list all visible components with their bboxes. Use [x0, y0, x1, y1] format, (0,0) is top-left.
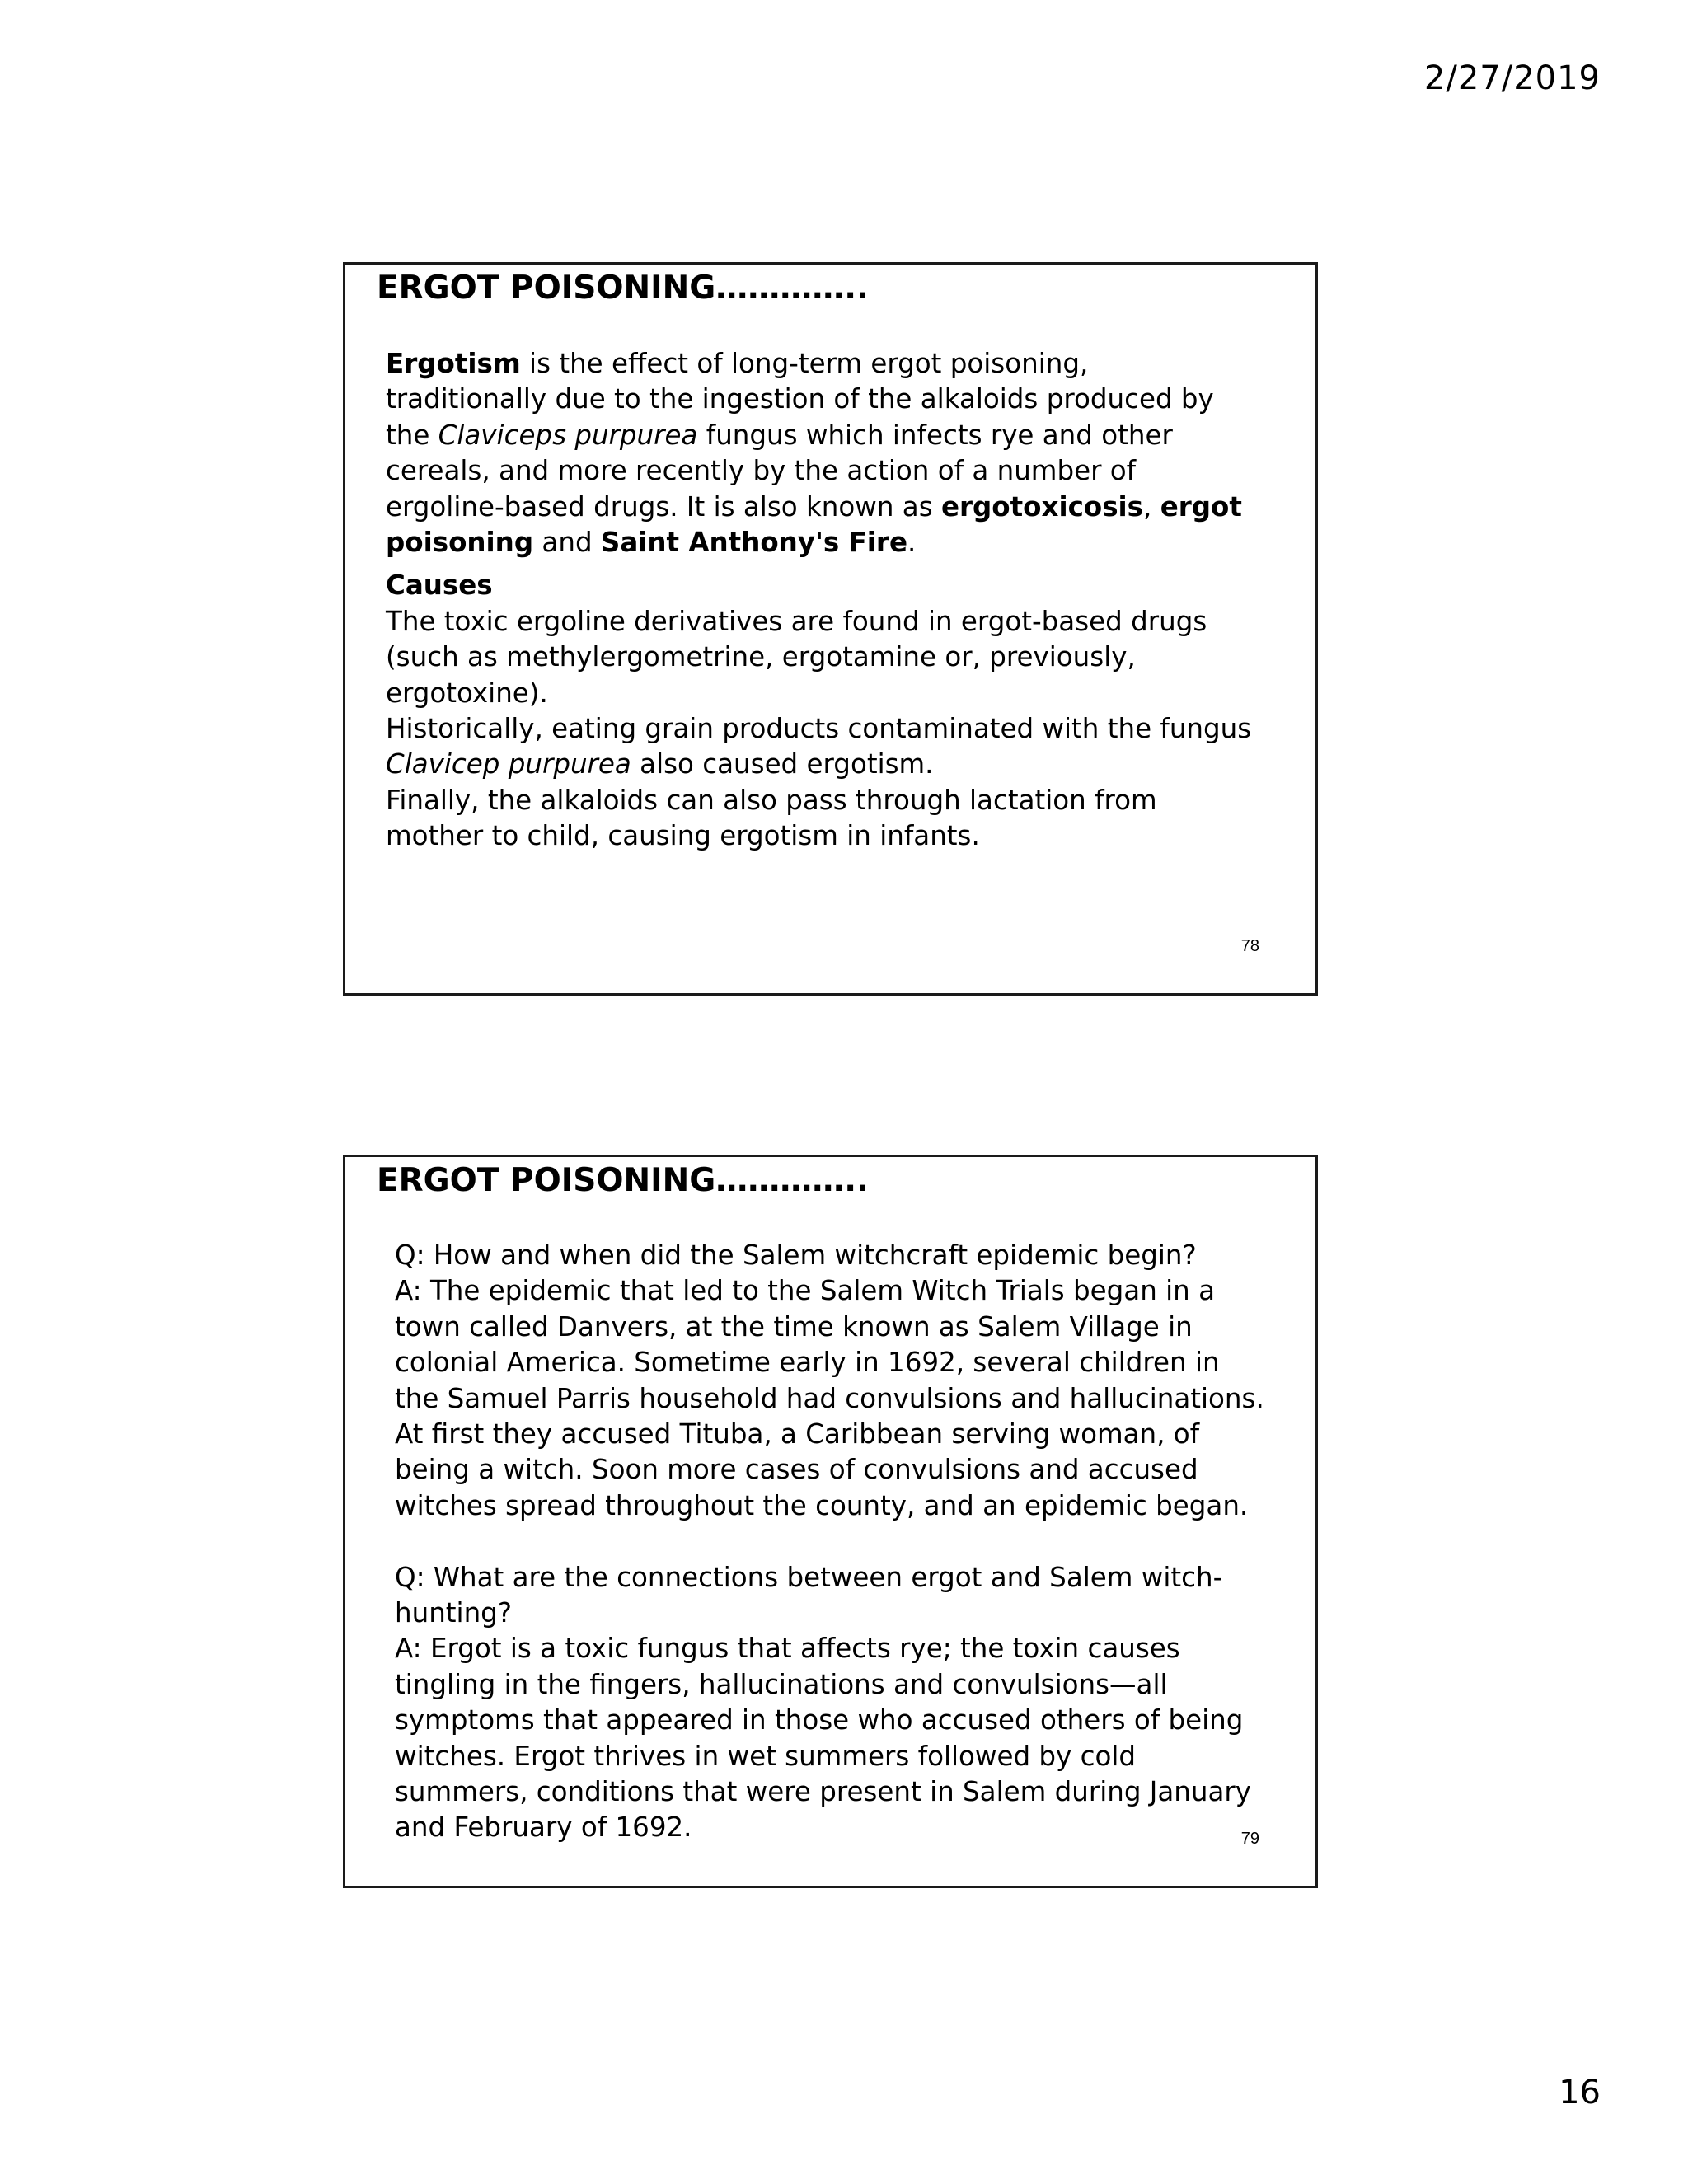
slide-79 [343, 1155, 1318, 1888]
body-line: A: Ergot is a toxic fungus that affects rye; the toxin causes [395, 1633, 1180, 1665]
species-name: Clavicep purpurea [386, 748, 631, 780]
slide-title: ERGOT POISONING………….. [377, 269, 869, 307]
body-line: being a witch. Soon more cases of convulsions and accused [395, 1454, 1198, 1486]
term-ergot: ergot [1160, 490, 1242, 523]
slide-title: ERGOT POISONING………….. [377, 1162, 869, 1199]
page-date: 2/27/2019 [1423, 59, 1601, 97]
body-line: Historically, eating grain products contaminated with the fungus [386, 713, 1252, 745]
body-line: summers, conditions that were present in Salem during January [395, 1776, 1251, 1808]
page-number: 16 [1559, 2074, 1601, 2111]
spacer [395, 1524, 1264, 1559]
term-saint-anthonys-fire: Saint Anthony's Fire [600, 527, 908, 559]
body-line: Clavicep purpurea also caused ergotism. [386, 748, 934, 780]
body-line: colonial America. Sometime early in 1692, several children in [395, 1347, 1220, 1379]
species-name: Claviceps purpurea [438, 419, 698, 451]
body-line: Finally, the alkaloids can also pass through lactation from [386, 784, 1157, 816]
body-line: poisoning and Saint Anthony's Fire. [386, 527, 917, 559]
body-line: town called Danvers, at the time known as Salem Village in [395, 1310, 1193, 1343]
term-ergotoxicosis: ergotoxicosis [940, 490, 1144, 523]
body-line: witches spread throughout the county, and an epidemic began. [395, 1489, 1249, 1521]
slide-body [395, 1238, 1264, 1846]
causes-heading: Causes [386, 569, 493, 602]
slide-78 [343, 262, 1318, 996]
body-line: mother to child, causing ergotism in infants. [386, 820, 980, 852]
body-line: the Claviceps purpurea fungus which infects rye and other [386, 419, 1173, 451]
body-line: At first they accused Tituba, a Caribbean serving woman, of [395, 1418, 1200, 1451]
body-line: and February of 1692. [395, 1811, 692, 1844]
term-ergotism: Ergotism [386, 348, 521, 379]
body-line: the Samuel Parris household had convulsions and hallucinations. [395, 1382, 1264, 1414]
slide-number: 78 [1240, 937, 1259, 955]
body-line: symptoms that appeared in those who accused others of being [395, 1704, 1244, 1736]
body-line: tingling in the fingers, hallucinations and convulsions—all [395, 1668, 1168, 1700]
slide-body [386, 346, 1251, 855]
term-poisoning: poisoning [386, 527, 534, 559]
body-line: ergoline-based drugs. It is also known as ergotoxicosis, ergot [386, 490, 1242, 523]
body-line: ergotoxine). [386, 677, 548, 709]
body-line: Q: What are the connections between ergot and Salem witch- [395, 1561, 1223, 1593]
body-line: Q: How and when did the Salem witchcraft epidemic begin? [395, 1240, 1197, 1271]
body-line: witches. Ergot thrives in wet summers followed by cold [395, 1740, 1137, 1772]
body-line: A: The epidemic that led to the Salem Witch Trials began in a [395, 1275, 1216, 1307]
body-line: (such as methylergometrine, ergotamine or, previously, [386, 641, 1136, 673]
body-line: The toxic ergoline derivatives are found in ergot-based drugs [386, 605, 1207, 637]
body-line: Ergotism is the effect of long-term ergot poisoning, [386, 348, 1089, 379]
body-line: hunting? [395, 1597, 513, 1629]
body-line: traditionally due to the ingestion of the alkaloids produced by [386, 383, 1214, 415]
slide-number: 79 [1240, 1830, 1259, 1848]
body-line: cereals, and more recently by the action of a number of [386, 455, 1137, 487]
spacer [386, 560, 1251, 568]
